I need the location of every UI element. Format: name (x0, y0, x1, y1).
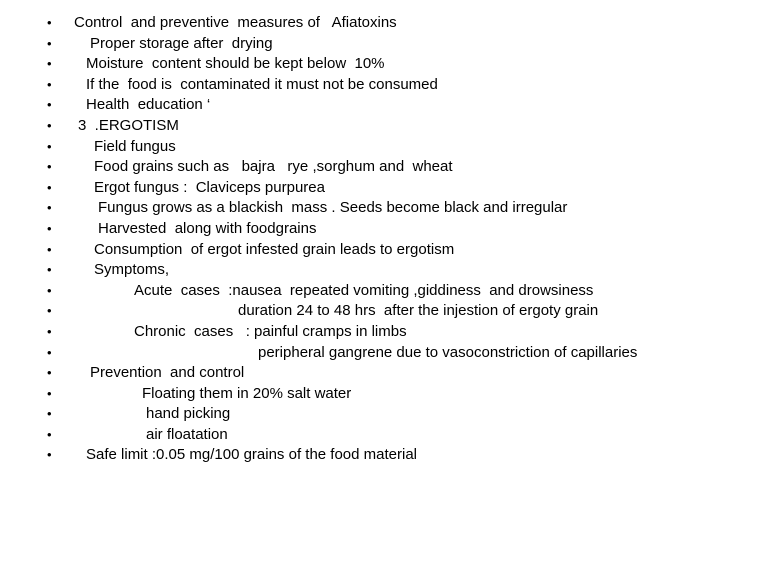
bullet-marker: • (47, 35, 52, 51)
list-item (0, 281, 768, 302)
list-item (0, 301, 768, 322)
list-item (0, 363, 768, 384)
list-item (0, 13, 768, 34)
list-item-text: If the food is contaminated it must not be consumed (86, 75, 438, 93)
list-item (0, 425, 768, 446)
bullet-marker: • (47, 262, 52, 278)
bullet-marker: • (47, 179, 52, 195)
bullet-marker: • (47, 159, 52, 175)
bullet-marker: • (47, 220, 52, 236)
bullet-marker: • (47, 138, 52, 154)
list-item (0, 178, 768, 199)
bullet-marker: • (47, 15, 52, 30)
list-item (0, 404, 768, 425)
list-item (0, 322, 768, 343)
list-item (0, 137, 768, 158)
list-item-text: Harvested along with foodgrains (98, 219, 317, 237)
list-item-text: duration 24 to 48 hrs after the injestion of ergoty grain (238, 302, 599, 320)
list-item-text: Proper storage after drying (90, 34, 273, 52)
bullet-marker: • (47, 303, 52, 319)
bullet-marker: • (47, 200, 52, 216)
list-item (0, 260, 768, 281)
bullet-marker: • (47, 344, 52, 360)
bullet-marker: • (47, 117, 52, 133)
list-item-text: Acute cases :nausea repeated vomiting ,giddiness and drowsiness (134, 281, 594, 299)
list-item (0, 34, 768, 55)
bullet-marker: • (47, 241, 52, 257)
list-item (0, 157, 768, 178)
list-item (0, 75, 768, 96)
bullet-marker: • (47, 406, 52, 422)
list-item (0, 95, 768, 116)
list-item-text: Field fungus (94, 137, 176, 155)
bullet-marker: • (47, 76, 52, 92)
list-item-text: Safe limit :0.05 mg/100 grains of the food material (86, 446, 418, 464)
list-item (0, 54, 768, 75)
bullet-list (0, 13, 768, 466)
list-item-text: hand picking (146, 405, 231, 423)
section-heading: 3 .ERGOTISM (78, 116, 179, 134)
list-item-text: Floating them in 20% salt water (142, 384, 352, 402)
list-item-text: Symptoms, (94, 261, 170, 279)
bullet-marker: • (47, 282, 52, 298)
bullet-marker: • (47, 426, 52, 442)
list-item-text: Control and preventive measures of Afiatoxins (74, 14, 397, 31)
list-item (0, 343, 768, 364)
list-item-text: Fungus grows as a blackish mass . Seeds become black and irregular (98, 199, 568, 217)
list-item (0, 198, 768, 219)
list-item-text: Consumption of ergot infested grain leads to ergotism (94, 240, 455, 258)
bullet-marker: • (47, 323, 52, 339)
list-item-text: Prevention and control (90, 364, 245, 382)
list-item-text: peripheral gangrene due to vasoconstriction of capillaries (258, 343, 638, 361)
list-item-text: Ergot fungus : Claviceps purpurea (94, 178, 325, 196)
bullet-marker: • (47, 365, 52, 381)
list-item-text: Moisture content should be kept below 10% (86, 55, 385, 73)
bullet-marker: • (47, 97, 52, 113)
list-item (0, 240, 768, 261)
list-item-text: Chronic cases : painful cramps in limbs (134, 322, 407, 340)
bullet-marker: • (47, 447, 52, 463)
list-item (0, 116, 768, 137)
bullet-marker: • (47, 385, 52, 401)
list-item-text: air floatation (146, 425, 228, 443)
list-item (0, 219, 768, 240)
list-item-text: Health education ‘ (86, 96, 211, 114)
list-item (0, 384, 768, 405)
list-item (0, 445, 768, 466)
bullet-marker: • (47, 56, 52, 72)
list-item-text: Food grains such as bajra rye ,sorghum and wheat (94, 158, 453, 176)
